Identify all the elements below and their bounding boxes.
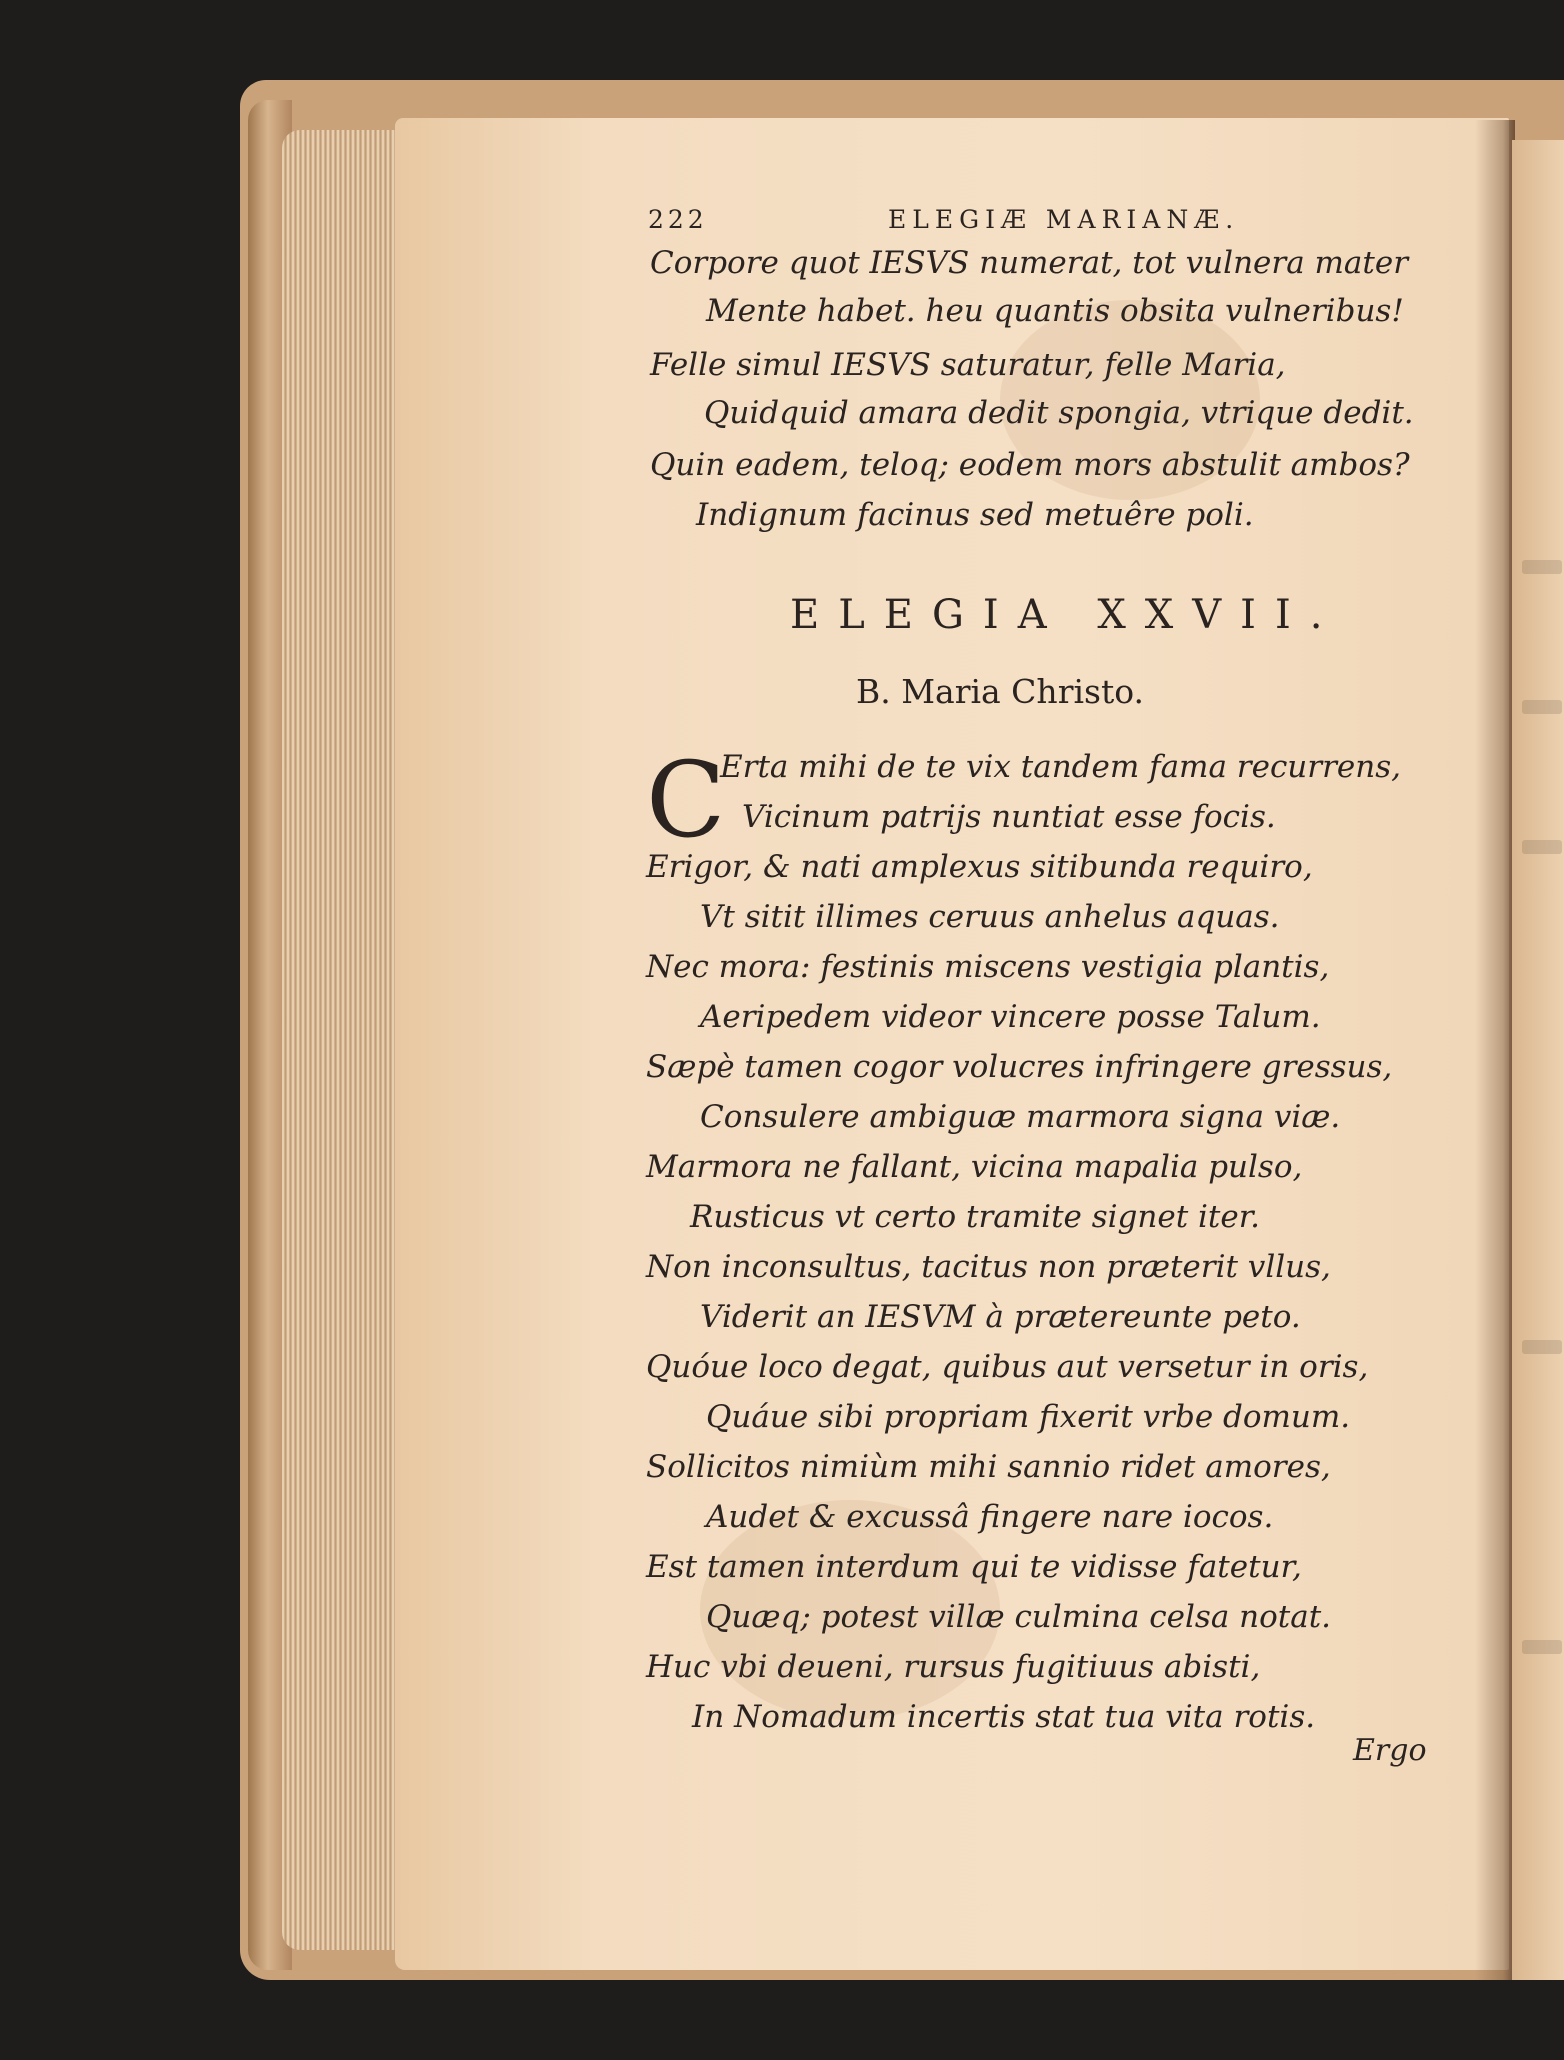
running-header [648,205,1348,245]
facing-page-edge [1512,140,1564,1980]
verse-line: Quæq; potest villæ culmina celsa notat. [706,1599,1332,1635]
verse-line: Nec mora: festinis miscens vestigia plantis, [646,949,1330,985]
verse-line: Huc vbi deueni, rursus fugitiuus abisti, [646,1649,1261,1685]
bleed-through-mark [1522,560,1562,574]
catchword: Ergo [1353,1733,1427,1768]
page-gutter [1475,120,1515,1980]
verse-line: In Nomadum incertis stat tua vita rotis. [692,1699,1316,1735]
verse-line: Rusticus vt certo tramite signet iter. [690,1199,1261,1235]
verse-line: Quidquid amara dedit spongia, vtrique dedit. [704,395,1414,431]
verse-line: Erta mihi de te vix tandem fama recurrens, [720,749,1401,785]
verse-line: Viderit an IESVM à prætereunte peto. [700,1299,1301,1335]
verse-line: Vt sitit illimes ceruus anhelus aquas. [700,899,1280,935]
verse-line: Erigor, & nati amplexus sitibunda requiro, [646,849,1313,885]
verse-line: Mente habet. heu quantis obsita vulneribus! [706,293,1404,329]
page-number: 222 [648,205,708,234]
running-title: ELEGIÆ MARIANÆ. [888,205,1240,234]
verse-line: Marmora ne fallant, vicina mapalia pulso, [646,1149,1303,1185]
bleed-through-mark [1522,840,1562,854]
verse-line: Quáue sibi propriam fixerit vrbe domum. [706,1399,1351,1435]
elegy-heading: ELEGIA XXVII. [790,592,1342,638]
verse-line: Non inconsultus, tacitus non præterit vllus, [646,1249,1331,1285]
verse-line: Vicinum patrijs nuntiat esse focis. [742,799,1276,835]
verse-line: Sollicitos nimiùm mihi sannio ridet amores, [646,1449,1331,1485]
verse-line: Corpore quot IESVS numerat, tot vulnera mater [650,245,1409,281]
verse-line: Felle simul IESVS saturatur, felle Maria, [650,347,1286,383]
bleed-through-mark [1522,700,1562,714]
verse-line: Audet & excussâ fingere nare iocos. [706,1499,1274,1535]
verse-line: Quin eadem, teloq; eodem mors abstulit ambos? [650,447,1410,483]
bleed-through-mark [1522,1640,1562,1654]
verse-line: Indignum facinus sed metuêre poli. [696,497,1254,533]
verse-line: Aeripedem videor vincere posse Talum. [700,999,1321,1035]
drop-cap: C [646,739,726,861]
verse-line: Sæpè tamen cogor volucres infringere gressus, [646,1049,1393,1085]
verse-line: Quóue loco degat, quibus aut versetur in oris, [646,1349,1369,1385]
elegy-subheading: B. Maria Christo. [856,672,1144,711]
page-edges [282,130,402,1950]
verse-line: Consulere ambiguæ marmora signa viæ. [700,1099,1341,1135]
bleed-through-mark [1522,1340,1562,1354]
verse-line: Est tamen interdum qui te vidisse fatetur, [646,1549,1302,1585]
